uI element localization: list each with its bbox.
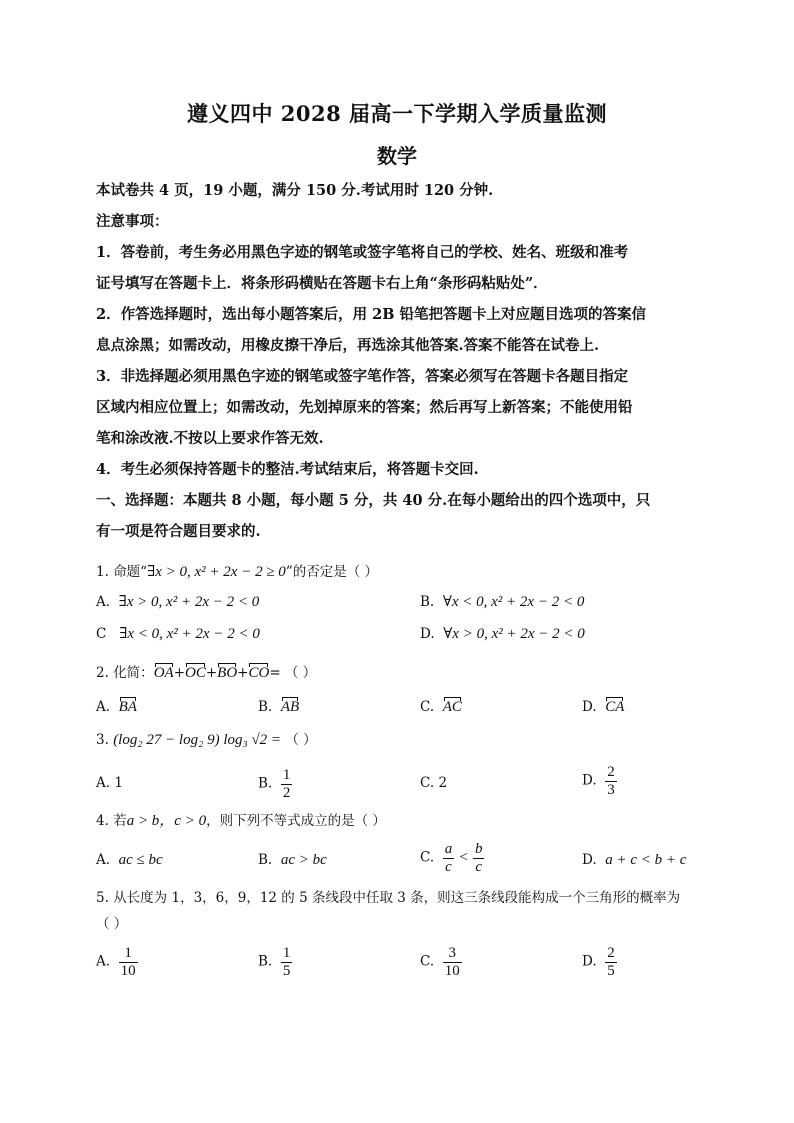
fraction: $\frac{1}{5}$ [282,945,291,979]
fraction: $\frac{1}{2}$ [282,767,291,801]
option-c: C. $\frac{a}{c}$ < $\frac{b}{c}$ [420,841,483,875]
option-a: A. BA [96,699,137,715]
question-1: 1. 命题“∃x > 0, x² + 2x − 2 ≥ 0”的否定是（ ） [96,564,379,580]
math-expression: (log₂ 27 − log₂ 9) log₃ √2 = [113,732,282,748]
exam-summary: 本试卷共 4 页，19 小题，满分 150 分.考试用时 120 分钟. [96,182,494,199]
vector-bo: BO [217,665,238,681]
notice-line: 2．作答选择题时，选出每小题答案后，用 2B 铅笔把答题卡上对应题目选项的答案信 [96,306,647,323]
option-b: B. ac > bc [258,852,327,868]
fraction: $\frac{2}{5}$ [607,945,615,979]
option-b: B. $\frac{1}{2}$ [258,767,291,801]
question-2: 2. 化简：OA+OC+BO+CO= （ ） [96,665,317,681]
option-b: B. $\frac{1}{5}$ [258,945,291,979]
fraction: $\frac{b}{c}$ [474,841,483,875]
math-expression: ∃x > 0, x² + 2x − 2 ≥ 0 [147,564,286,580]
option-d: D. CA [582,699,625,715]
notice-heading: 注意事项： [96,213,169,230]
question-number: 2. [96,665,109,681]
question-3: 3. (log₂ 27 − log₂ 9) log₃ √2 = （ ） [96,732,317,748]
option-b: B. ∀x < 0, x² + 2x − 2 < 0 [420,594,585,610]
vector-co: CO [248,665,270,681]
question-number: 1. [96,564,109,580]
question-5: 5. 从长度为 1，3，6，9，12 的 5 条线段中任取 3 条，则这三条线段能构成一个三角形的概率为 [96,890,681,906]
exam-title: 遵义四中 2028 届高一下学期入学质量监测 [186,101,608,126]
option-a: A. ∃x > 0, x² + 2x − 2 < 0 [96,594,260,610]
question-number: 3. [96,732,109,748]
fraction: $\frac{2}{3}$ [607,764,615,798]
option-a: A. 1 [96,775,123,791]
option-d: D. $\frac{2}{5}$ [582,945,615,979]
option-d: D. a + c < b + c [582,852,687,868]
notice-line: 息点涂黑；如需改动，用橡皮擦干净后，再选涂其他答案.答案不能答在试卷上. [96,337,600,354]
notice-line: 证号填写在答题卡上．将条形码横贴在答题卡右上角“条形码粘贴处”． [96,275,548,292]
notice-line: 3．非选择题必须用黑色字迹的钢笔或签字笔作答，答案必须写在答题卡各题目指定 [96,368,629,385]
fraction: $\frac{1}{10}$ [120,945,136,979]
notice-line: 笔和涂改液.不按以上要求作答无效. [96,430,324,447]
notice-line: 4．考生必须保持答题卡的整洁.考试结束后，将答题卡交回. [96,461,479,478]
vector-oc: OC [185,665,206,681]
option-a: A. $\frac{1}{10}$ [96,945,136,979]
question-5-paren: （ ） [96,916,128,932]
option-a: A. ac ≤ bc [96,852,163,868]
option-d: D. ∀x > 0, x² + 2x − 2 < 0 [420,626,585,642]
option-c: C. 2 [420,775,448,791]
option-c: C ∃x < 0, x² + 2x − 2 < 0 [96,626,260,642]
option-c: C. AC [420,699,462,715]
question-4: 4. 若a > b，c > 0，则下列不等式成立的是（ ） [96,813,386,829]
section-heading: 一、选择题：本题共 8 小题，每小题 5 分，共 40 分.在每小题给出的四个选项中，只 [96,492,651,509]
question-number: 5. [96,890,109,906]
subject-title: 数学 [377,144,417,168]
question-number: 4. [96,813,109,829]
fraction: $\frac{3}{10}$ [444,945,460,979]
section-heading-cont: 有一项是符合题目要求的. [96,523,261,540]
notice-line: 区域内相应位置上；如需改动，先划掉原来的答案；然后再写上新答案；不能使用铅 [96,399,633,416]
notice-line: 1．答卷前，考生务必用黑色字迹的钢笔或签字笔将自己的学校、姓名、班级和准考 [96,244,629,261]
fraction: $\frac{a}{c}$ [444,841,453,875]
option-c: C. $\frac{3}{10}$ [420,945,460,979]
vector-oa: OA [153,665,174,681]
option-d: D. $\frac{2}{3}$ [582,764,615,798]
option-b: B. AB [258,699,300,715]
math-expression: a > b，c > 0 [126,813,207,829]
